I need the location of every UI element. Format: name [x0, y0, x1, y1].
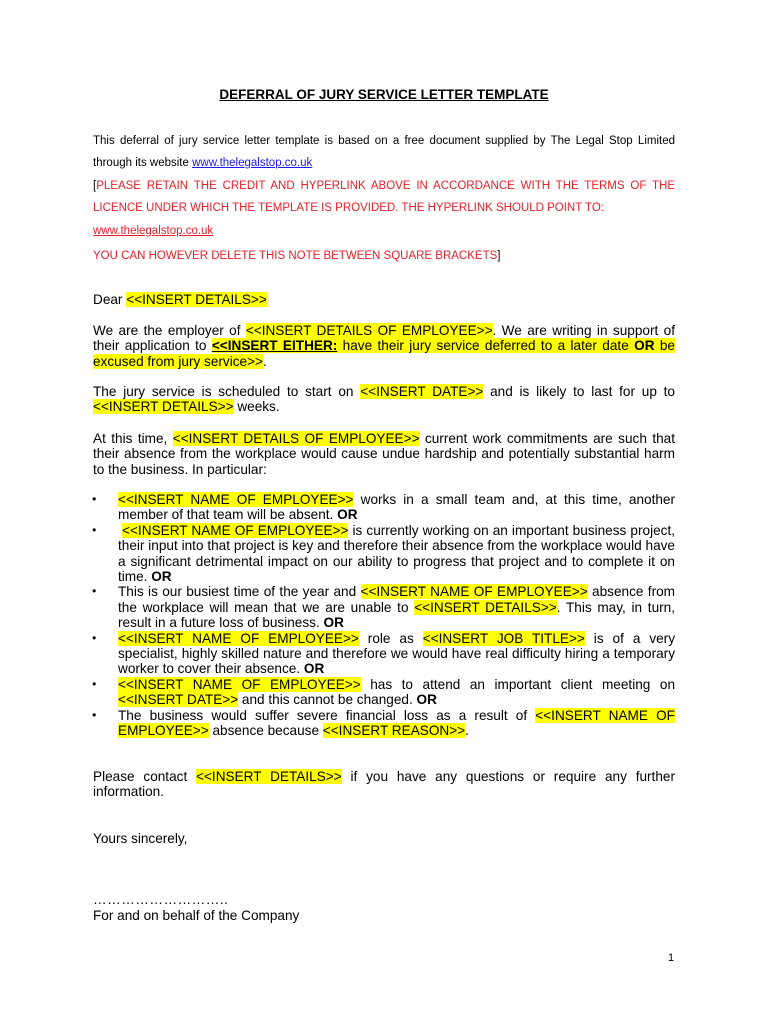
para1-or: OR — [634, 338, 655, 354]
b1-text: works in a small team and, at this time, another member of that team will be absent. — [118, 492, 675, 523]
paragraph-employer — [93, 323, 675, 369]
signatory-text: For and on behalf of the Company — [93, 908, 300, 923]
para3-text-2: current work commitments are such that their absence from the workplace would cause undue hardship and potentially substantial harm to the business. In particular: — [93, 431, 675, 477]
para1-either-option-1: have their jury service deferred to a later date — [337, 338, 635, 354]
note-website-link[interactable]: www.thelegalstop.co.uk — [93, 225, 214, 237]
paragraph-contact — [93, 769, 675, 800]
b6-text-2: absence because — [208, 723, 323, 739]
b5-text: has to attend an important client meeting on — [360, 676, 676, 692]
b1-employee-placeholder: <<INSERT NAME OF EMPLOYEE>> — [118, 492, 354, 507]
note-delete-text: YOU CAN HOWEVER DELETE THIS NOTE BETWEEN SQUARE BRACKETS — [93, 250, 498, 262]
b6-reason-placeholder: <<INSERT REASON>> — [322, 723, 466, 739]
para1-text: We are the employer of — [93, 323, 246, 338]
b6-text-3: . — [465, 723, 469, 739]
note-text: PLEASE RETAIN THE CREDIT AND HYPERLINK ABOVE IN ACCORDANCE WITH THE TERMS OF THE LICENCE UNDER WHICH THE TEMPLATE IS PROVIDED. THE HYPERLINK SHOULD POINT TO: — [93, 180, 675, 214]
salutation — [93, 292, 675, 307]
b6-employee-placeholder: <<INSERT NAME OF EMPLOYEE>> — [118, 707, 675, 739]
paragraph-commitments — [93, 431, 675, 477]
para3-text: At this time, — [93, 431, 173, 446]
b4-text: role as — [358, 630, 423, 646]
list-item — [93, 523, 675, 585]
b2-employee-placeholder: <<INSERT NAME OF EMPLOYEE>> — [122, 522, 349, 538]
b5-text-2: and this cannot be changed. — [238, 692, 417, 708]
para3-employee-placeholder: <<INSERT DETAILS OF EMPLOYEE>> — [172, 431, 420, 446]
b5-employee-placeholder: <<INSERT NAME OF EMPLOYEE>> — [118, 676, 361, 692]
bullet-icon: • — [92, 676, 97, 691]
salutation-placeholder: <<INSERT DETAILS>> — [126, 292, 267, 307]
list-item — [93, 631, 675, 677]
para2-text-3: weeks. — [233, 399, 280, 415]
para2-text-2: and is likely to last for up to — [483, 384, 675, 399]
intro-text: This deferral of jury service letter template is based on a free document supplied by The Legal Stop Limited through its website — [93, 135, 675, 169]
note-open-bracket: [ — [93, 180, 97, 192]
salutation-prefix: Dear — [93, 292, 127, 307]
b4-or: OR — [303, 661, 325, 677]
b2-or: OR — [151, 569, 172, 585]
retain-credit-note — [93, 175, 675, 219]
b3-details-placeholder: <<INSERT DETAILS>> — [414, 599, 557, 615]
contact-text: Please contact — [93, 769, 197, 784]
page-number: 1 — [668, 952, 675, 964]
list-item — [93, 677, 675, 708]
paragraph-schedule — [93, 384, 675, 415]
note-close-bracket: ] — [497, 250, 501, 262]
b4-text-2: is of a very specialist, highly skilled nature and therefore we would have real difficulty hiring a temporary worker to cover their absence. — [118, 630, 675, 677]
closing: Yours sincerely, — [93, 831, 188, 846]
b5-or: OR — [416, 692, 437, 708]
contact-details-placeholder: <<INSERT DETAILS>> — [196, 769, 342, 784]
para2-details-placeholder: <<INSERT DETAILS>> — [93, 399, 234, 415]
reasons-bullet-list — [93, 492, 675, 739]
document-title: DEFERRAL OF JURY SERVICE LETTER TEMPLATE — [219, 87, 549, 102]
signature-line: ……………………….. — [93, 892, 229, 907]
b1-or: OR — [337, 507, 358, 523]
para1-employee-placeholder: <<INSERT DETAILS OF EMPLOYEE>> — [245, 323, 493, 338]
bullet-icon: • — [92, 630, 97, 645]
bullet-icon: • — [92, 707, 97, 722]
note-link-line — [93, 220, 675, 242]
intro-paragraph — [93, 130, 675, 174]
b5-date-placeholder: <<INSERT DATE>> — [118, 692, 239, 708]
intro-website-link[interactable]: www.thelegalstop.co.uk — [192, 157, 313, 169]
list-item — [93, 708, 675, 739]
bullet-icon: • — [92, 522, 97, 537]
para1-either-label: <<INSERT EITHER: — [211, 338, 338, 354]
list-item — [93, 492, 675, 523]
note-delete-line — [93, 245, 675, 267]
para1-either-option-2: be excused from jury service>> — [93, 338, 675, 369]
bullet-icon: • — [92, 492, 97, 506]
b4-employee-placeholder: <<INSERT NAME OF EMPLOYEE>> — [118, 630, 359, 646]
b3-employee-placeholder: <<INSERT NAME OF EMPLOYEE>> — [360, 584, 588, 600]
b3-text-2: absence from the workplace will mean that we are unable to — [118, 584, 675, 615]
para2-date-placeholder: <<INSERT DATE>> — [360, 384, 484, 399]
bullet-icon: • — [92, 584, 97, 599]
b6-text: The business would suffer severe financial loss as a result of — [118, 707, 536, 723]
list-item — [93, 584, 675, 630]
b3-or: OR — [323, 615, 344, 631]
b4-job-title-placeholder: <<INSERT JOB TITLE>> — [422, 630, 585, 646]
contact-text-2: if you have any questions or require any further information. — [93, 769, 675, 800]
b2-text: is currently working on an important business project, their input into that project is key and therefore their absence from the workplace would have a significant detrimental impact on our ability to progress that project and to complete it on time. — [118, 522, 675, 585]
para2-text: The jury service is scheduled to start on — [93, 384, 361, 399]
b3-text-3: . This may, in turn, result in a future loss of business. — [118, 599, 675, 631]
para1-text-2: . We are writing in support of their application to — [93, 323, 675, 354]
para1-text-3: . — [263, 353, 267, 369]
b3-text: This is our busiest time of the year and — [118, 584, 361, 600]
